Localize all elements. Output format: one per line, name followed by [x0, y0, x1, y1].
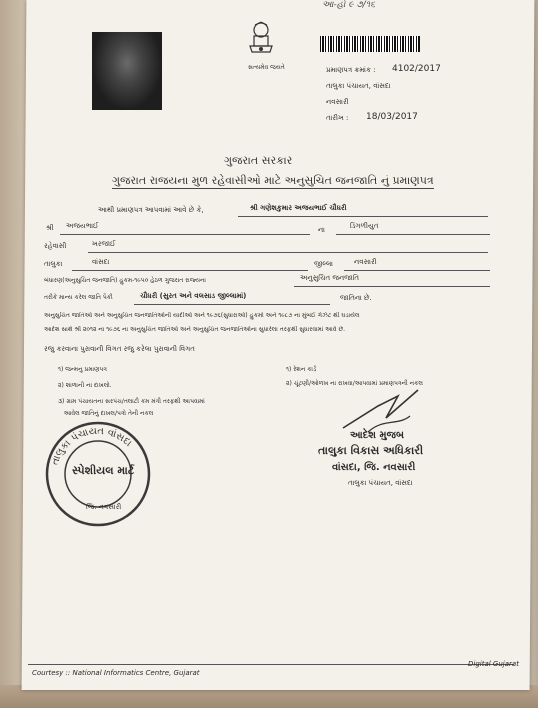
seal-bottom-text: જિ. નવસારી	[86, 503, 122, 511]
evidence-right-item: ૨) ચૂંટણી/ઓળખ ના રાખવા/આપવામાં પ્રમાણપત્રની નકલ	[286, 380, 423, 387]
officer-title: તાલુકા વિકાસ અધિકારી	[318, 444, 424, 457]
taluka-label: તાલુકા	[44, 260, 63, 268]
date-value: 18/03/2017	[366, 112, 418, 122]
jilla-label: જીલ્લા	[314, 260, 333, 268]
resident-value: ખરજાઈ	[92, 240, 116, 248]
footer-brand: Digital Gujarat	[468, 660, 519, 668]
caste-suffix: જાતિના છે.	[340, 294, 372, 302]
government-title: ગુજરાત સરકાર	[224, 154, 293, 167]
footer-courtesy: Courtesy :: National Informatics Centre, Gujarat	[32, 669, 200, 677]
evidence-right-item: ૧) રેશન કાર્ડ	[286, 366, 317, 373]
evidence-left-item: ૩) ગ્રામ પંચાયતના સરપંચ/તલાટી કમ મંત્રી તરફથી આપવામાં	[58, 398, 205, 405]
cert-no-value: 4102/2017	[392, 64, 441, 74]
certificate-title: ગુજરાત રાજયના મુળ રહેવાસીઓ માટે અનુસુચિત જનજાતિ નું પ્રમાણપત્ર	[112, 174, 434, 187]
handwritten-note: આ-હો ૯ ૭/૧૬	[322, 0, 376, 10]
taluka-value: વાંસદા	[92, 258, 110, 266]
documents-heading: રજુ કરવાના પુરાવાની વિગત રજુ કરેલા પુરાવાની વિગત	[44, 345, 195, 353]
resident-line	[88, 242, 488, 253]
paragraph-line-1: અનુસુચિત જાતિઓ અને અનુસુચિત જનજાતિઓની યાદીઓ અને ૧૯૭૬(સુધારાઓ) હુકમો અને ૧૯૮૭ ના મુંબઈ ગેઝેટ થી ઘડાયેલ	[44, 312, 360, 319]
evidence-left-item: ૨) શાળાની ના દાખલો.	[58, 382, 112, 389]
district: નવસારી	[326, 98, 349, 106]
taluka-office: તાલુકા પંચાયત, વાંસદા	[326, 82, 391, 90]
village-label: ના	[318, 226, 325, 234]
applicant-photo	[92, 32, 162, 110]
paragraph-line-2: આદેશ સાથે શ્રી ૨૦૧૨ ના ૧૯૭૬ ના અનુસુચિત જાતિઓ અને અનુસુચિત જનજાતિઓના સુધારેલા તરફથી સુધારવામાં આવે છે.	[44, 326, 345, 333]
officer-panchayat: તાલુકા પંચાયત, વાંસદા	[348, 479, 413, 487]
footer-divider	[28, 664, 514, 665]
order-line: બંધારણ(અનુસુચિત જનજાતિ) હુકમ-૧૯૫૦ હેઠળ ગુજરાત રાજ્યના	[44, 277, 206, 284]
barcode	[320, 36, 420, 52]
officer-office: વાંસદા, જિ. નવસારી	[332, 462, 416, 473]
intro-label: આથી પ્રમાણપત્ર આપવામાં આવે છે કે,	[98, 206, 204, 214]
resident-label: રહેવાસી	[44, 242, 67, 250]
evidence-left-item: આવેલ જાતિનું દાખલ/પત્રો તેની નકલ	[58, 410, 154, 417]
cert-no-label: પ્રમાણપત્ર ક્રમાંક :	[326, 66, 376, 74]
emblem-caption: સત્યમેવ જયતે	[248, 64, 285, 71]
seal-center-text: સ્પેશીયલ માર્ટ	[72, 464, 135, 477]
signature-role: આદેશ મુજબ	[350, 430, 405, 441]
father-label: શ્રી	[46, 224, 54, 232]
father-name: અજયભાઈ	[66, 222, 99, 230]
village-name: ડિંગળીયુત	[350, 222, 379, 230]
person-name: શ્રી ગણેશકુમાર અજયભાઈ ચૌધરી	[250, 204, 347, 212]
seal-outer-text: તાલુકા પંચાયત વાંસદા	[49, 425, 134, 467]
order-value: અનુસુચિત જનજાતિ	[300, 274, 360, 282]
date-label: તારીખ :	[326, 114, 349, 122]
evidence-left-item: ૧) જન્મનુ પ્રમાણપત્ર	[58, 366, 107, 373]
svg-text:તાલુકા પંચાયત વાંસદા	[50, 426, 135, 467]
jilla-value: નવસારી	[354, 258, 377, 266]
caste-value: ચૌધરી (સુરત અને વલસાડ જીલ્લામાં)	[140, 292, 247, 300]
caste-label: તરીકે માન્ય કરેલ જાતિ પૈકી	[44, 294, 113, 301]
national-emblem-icon	[244, 20, 278, 60]
